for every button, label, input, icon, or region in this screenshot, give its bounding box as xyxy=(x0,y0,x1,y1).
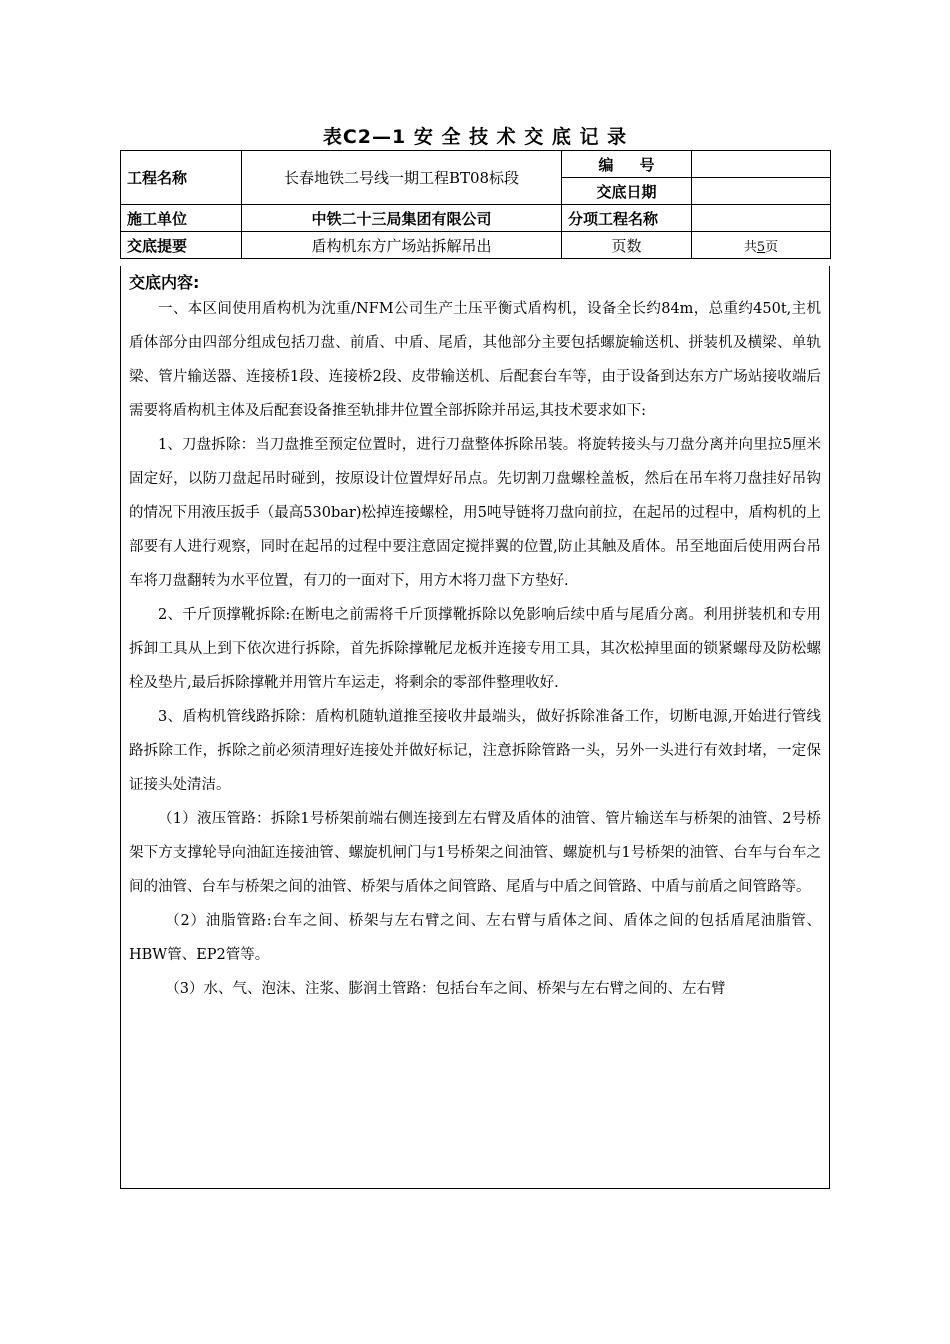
paragraph-grease: （2）油脂管路:台车之间、桥架与左右臂之间、左右臂与盾体之间、盾体之间的包括盾尾油脂管、HBW管、EP2管等。 xyxy=(129,913,821,963)
project-name-value: 长春地铁二号线一期工程BT08标段 xyxy=(242,151,562,205)
content-body xyxy=(129,292,821,1006)
date-label: 交底日期 xyxy=(562,178,692,205)
number-label: 编 号 xyxy=(562,151,692,178)
header-table xyxy=(120,150,831,259)
unit-value: 中铁二十三局集团有限公司 xyxy=(242,205,562,232)
project-name-label: 工程名称 xyxy=(121,151,242,205)
sub-project-label: 分项工程名称 xyxy=(562,205,692,232)
unit-label: 施工单位 xyxy=(121,205,242,232)
date-value xyxy=(692,178,831,205)
paragraph-pipelines: 3、盾构机管线路拆除：盾构机随轨道推至接收井最端头，做好拆除准备工作，切断电源,开始进行管线路拆除工作，拆除之前必须清理好连接处并做好标记，注意拆除管路一头，另外一头进行有效封堵，一定保证接头处清洁。 xyxy=(129,709,821,793)
content-box xyxy=(120,266,830,1189)
pages-prefix: 共 xyxy=(743,239,757,255)
content-heading: 交底内容: xyxy=(129,273,200,292)
paragraph-hydraulic: （1）液压管路：拆除1号桥架前端右侧连接到左右臂及盾体的油管、管片输送车与桥架的油管、2号桥架下方支撑轮导向油缸连接油管、螺旋机闸门与1号桥架之间油管、螺旋机与1号桥架的油管、台车与台车之间的油管、台车与桥架之间的油管、桥架与盾体之间管路、尾盾与中盾之间管路、中盾与前盾之间管路等。 xyxy=(129,811,821,895)
summary-label: 交底提要 xyxy=(121,232,242,259)
pages-suffix: 页 xyxy=(765,239,779,255)
page-title: 表C2—1 安 全 技 术 交 底 记 录 xyxy=(322,126,628,148)
pages-label: 页数 xyxy=(562,232,692,259)
paragraph-jack-shoe: 2、千斤顶撑靴拆除:在断电之前需将千斤顶撑靴拆除以免影响后续中盾与尾盾分离。利用拼装机和专用拆卸工具从上到下依次进行拆除，首先拆除撑靴尼龙板并连接专用工具，其次松掉里面的锁紧螺母及防松螺栓及垫片,最后拆除撑靴并用管片车运走，将剩余的零部件整理收好. xyxy=(129,607,821,691)
paragraph-cutterhead: 1、刀盘拆除：当刀盘推至预定位置时，进行刀盘整体拆除吊装。将旋转接头与刀盘分离并向里拉5厘米固定好，以防刀盘起吊时碰到，按原设计位置焊好吊点。先切割刀盘螺栓盖板，然后在吊车将刀盘挂好吊钩的情况下用液压扳手（最高530bar)松掉连接螺栓，用5吨导链将刀盘向前拉，在起吊的过程中，盾构机的上部要有人进行观察，同时在起吊的过程中要注意固定搅拌翼的位置,防止其触及盾体。吊至地面后使用两台吊车将刀盘翻转为水平位置，有刀的一面对下，用方木将刀盘下方垫好. xyxy=(129,437,821,589)
summary-value: 盾构机东方广场站拆解吊出 xyxy=(242,232,562,259)
paragraph-intro: 一、本区间使用盾构机为沈重/NFM公司生产土压平衡式盾构机，设备全长约84m，总重约450t,主机盾体部分由四部分组成包括刀盘、前盾、中盾、尾盾，其他部分主要包括螺旋输送机、拼装机及横梁、单轨梁、管片输送器、连接桥1段、连接桥2段、皮带输送机、后配套台车等，由于设备到达东方广场站接收端后需要将盾构机主体及后配套设备推至轨排井位置全部拆除并吊运,其技术要求如下: xyxy=(129,301,821,419)
pages-count: 5 xyxy=(756,239,766,255)
pages-value xyxy=(692,232,831,259)
paragraph-water-air: （3）水、气、泡沫、注浆、膨润土管路：包括台车之间、桥架与左右臂之间的、左右臂 xyxy=(165,981,726,997)
number-value xyxy=(692,151,831,178)
sub-project-value xyxy=(692,205,831,232)
